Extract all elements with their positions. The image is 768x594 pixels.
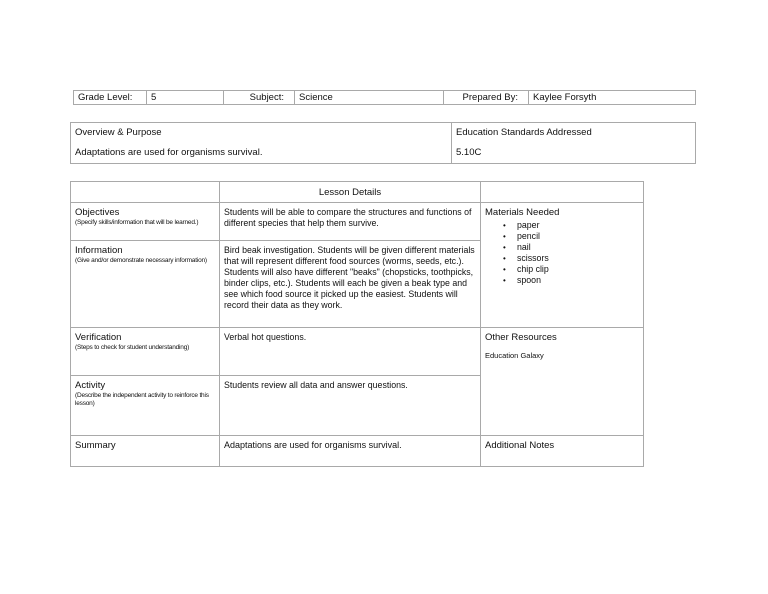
information-label: Information [75,245,123,256]
overview-heading: Overview & Purpose [71,123,452,144]
prepared-by-label: Prepared By: [444,91,529,105]
materials-heading: Materials Needed [485,207,560,218]
materials-cell [481,203,644,328]
summary-label: Summary [71,436,220,467]
subject-value: Science [295,91,444,105]
list-item: • spoon [517,275,639,286]
standards-heading: Education Standards Addressed [452,123,696,144]
activity-label: Activity [75,380,106,391]
lesson-table [70,181,644,467]
resources-cell [481,328,644,436]
verification-cell [71,328,220,376]
list-item: • scissors [517,253,639,264]
summary-text: Adaptations are used for organisms survival. [220,436,481,467]
information-text: Bird beak investigation. Students will be given different materials that will represent different food sources (worms, seeds, etc.). Students will also have different "beaks" (chopsticks, toothpicks, binder clips, etc.). Students will each be given a beak type and see which food source it picked up the easiest. Students will record their data as they work. [220,241,481,328]
grade-level-value: 5 [147,91,224,105]
verification-text: Verbal hot questions. [220,328,481,376]
list-item: • nail [517,242,639,253]
activity-text: Students review all data and answer questions. [220,376,481,436]
standards-value: 5.10C [452,143,696,164]
overview-table [70,122,696,164]
additional-notes-heading: Additional Notes [481,436,644,467]
resources-heading: Other Resources [485,332,557,343]
objectives-label: Objectives [75,207,120,218]
overview-text: Adaptations are used for organisms survival. [71,143,452,164]
list-item: • chip clip [517,264,639,275]
activity-hint: (Describe the independent activity to reinforce this lesson) [75,392,209,407]
subject-label: Subject: [224,91,295,105]
resources-item: Education Galaxy [485,351,544,360]
header-table [73,90,696,105]
information-hint: (Give and/or demonstrate necessary information) [75,257,207,264]
list-item: • paper [517,220,639,231]
activity-cell [71,376,220,436]
grade-level-label: Grade Level: [74,91,147,105]
objectives-cell [71,203,220,241]
lesson-details-title: Lesson Details [220,182,481,203]
list-item: • pencil [517,231,639,242]
materials-list [485,220,639,286]
objectives-text: Students will be able to compare the structures and functions of different species that help them survive. [220,203,481,241]
verification-hint: (Steps to check for student understanding) [75,344,190,351]
information-cell [71,241,220,328]
prepared-by-value: Kaylee Forsyth [529,91,696,105]
verification-label: Verification [75,332,122,343]
objectives-hint: (Specify skills/information that will be learned.) [75,219,199,226]
